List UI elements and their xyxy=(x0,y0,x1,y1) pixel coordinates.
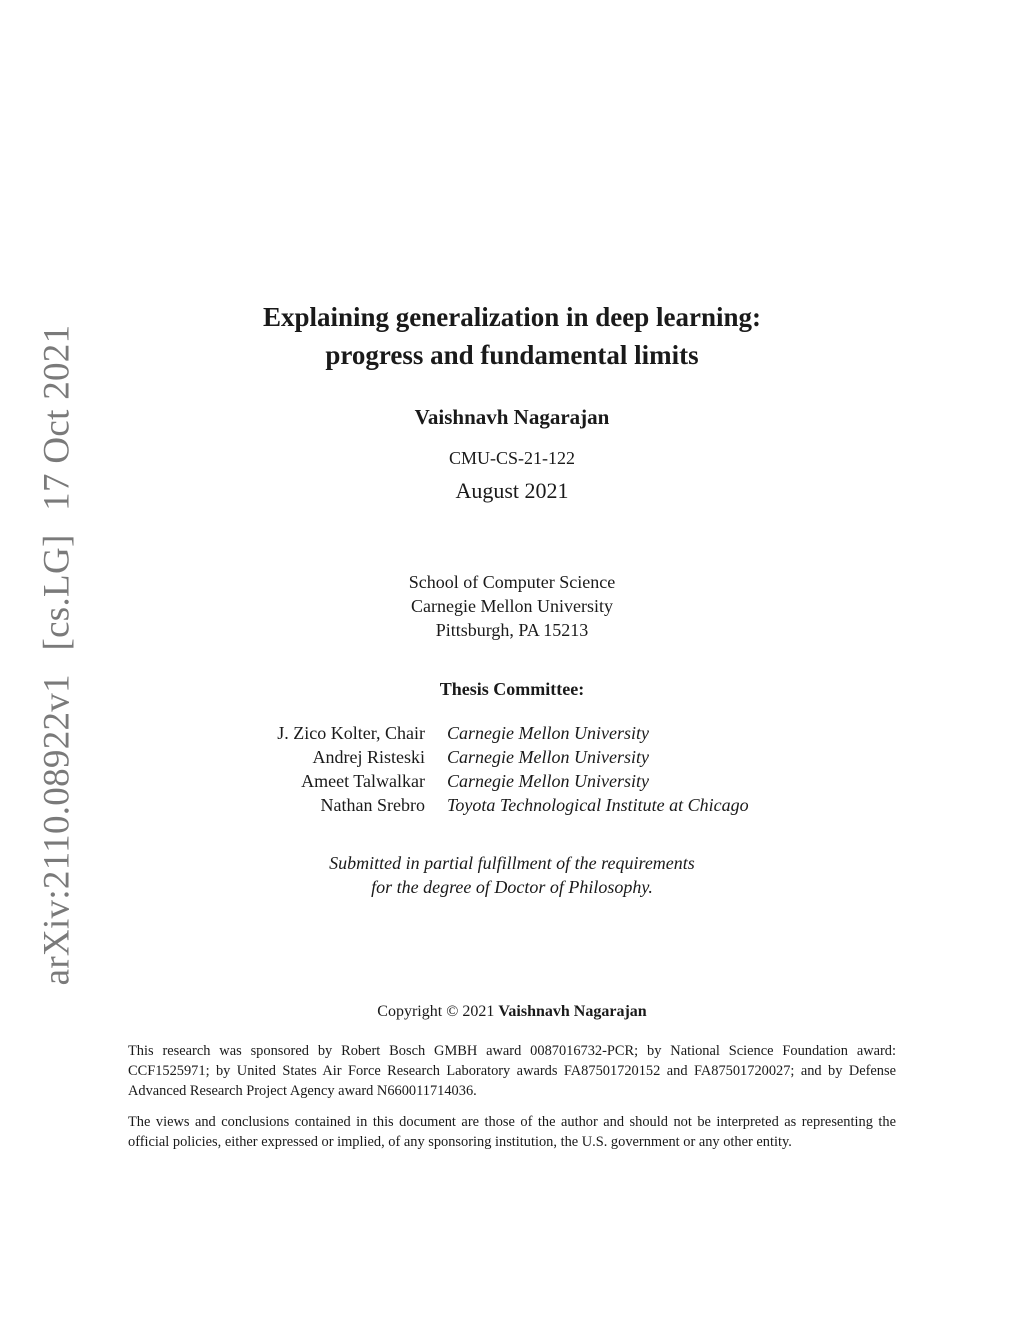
committee-member xyxy=(200,721,900,745)
sponsorship-paragraph: This research was sponsored by Robert Bosch GMBH award 0087016732-PCR; by National Science Foundation award: CCF1525971; by United States Air Force Research Laboratory awards FA87501720152 and FA87501720027; and by Defense Advanced Research Project Agency award N660011714036. xyxy=(128,1043,896,1099)
member-institution: Carnegie Mellon University xyxy=(447,771,649,791)
committee-member xyxy=(200,745,900,769)
committee-member xyxy=(200,793,900,817)
disclaimer-paragraph: The views and conclusions contained in this document are those of the author and should not be interpreted as representing the official policies, either expressed or implied, of any sponsoring institution, the U.S. government or any other entity. xyxy=(128,1114,896,1150)
affiliation xyxy=(0,570,1024,642)
committee-list xyxy=(200,721,900,817)
arxiv-id: arXiv:2110.08922v1 xyxy=(36,674,78,986)
member-institution: Carnegie Mellon University xyxy=(447,723,649,743)
copyright-prefix: Copyright © 2021 xyxy=(377,1003,495,1020)
title-line-2: progress and fundamental limits xyxy=(325,340,699,370)
member-name: J. Zico Kolter, Chair xyxy=(277,723,425,743)
member-name: Andrej Risteski xyxy=(312,747,425,767)
affiliation-address: Pittsburgh, PA 15213 xyxy=(435,620,589,640)
submission-line-1: Submitted in partial fulfillment of the requirements xyxy=(329,853,695,873)
submission-line-2: for the degree of Doctor of Philosophy. xyxy=(371,877,653,897)
submission-statement xyxy=(0,851,1024,899)
member-institution: Carnegie Mellon University xyxy=(447,747,649,767)
member-name: Nathan Srebro xyxy=(320,795,425,815)
committee-heading: Thesis Committee: xyxy=(439,679,585,699)
member-institution: Toyota Technological Institute at Chicago xyxy=(447,795,749,815)
copyright-notice xyxy=(0,1003,1024,1021)
thesis-date: August 2021 xyxy=(455,478,569,503)
affiliation-school: School of Computer Science xyxy=(408,572,616,592)
arxiv-date: 17 Oct 2021 xyxy=(36,324,78,511)
report-number: CMU-CS-21-122 xyxy=(448,448,575,468)
copyright-holder: Vaishnavh Nagarajan xyxy=(498,1003,647,1020)
title-line-1: Explaining generalization in deep learning: xyxy=(262,302,762,332)
affiliation-university: Carnegie Mellon University xyxy=(411,596,613,616)
committee-member xyxy=(200,769,900,793)
author-name: Vaishnavh Nagarajan xyxy=(414,405,610,429)
member-name: Ameet Talwalkar xyxy=(301,771,425,791)
arxiv-category: [cs.LG] xyxy=(36,534,78,651)
thesis-title xyxy=(0,298,1024,374)
